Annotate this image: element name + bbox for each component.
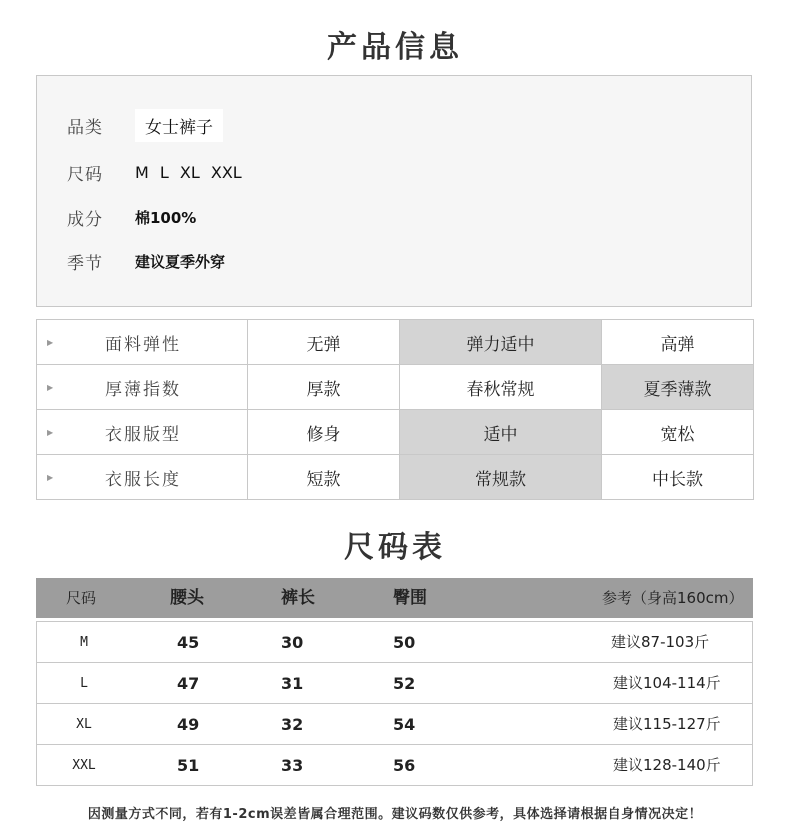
triangle-right-icon: ▶ (47, 338, 54, 347)
attr-row-elasticity (37, 320, 754, 365)
attr-row-fit (37, 410, 754, 455)
reference-cell: 建议87-103斤 (611, 633, 710, 651)
info-label: 成分 (67, 209, 103, 230)
header-length: 裤长 (281, 588, 315, 608)
length-cell: 32 (281, 715, 304, 734)
header-hip: 臀围 (393, 588, 427, 608)
attr-category: ▶ 面料弹性 (37, 320, 248, 365)
size-table-header (36, 578, 753, 618)
info-value: 棉100% (135, 208, 197, 227)
reference-cell: 建议115-127斤 (613, 715, 721, 733)
attr-category: ▶ 衣服长度 (37, 455, 248, 500)
attr-option: 宽松 (602, 410, 754, 455)
info-box (36, 75, 752, 307)
table-row (37, 622, 752, 663)
table-row (37, 704, 752, 745)
size-table-body (36, 621, 753, 786)
header-waist: 腰头 (170, 588, 204, 608)
size-cell: XL (76, 717, 92, 732)
size-cell: L (80, 676, 88, 691)
hip-cell: 52 (393, 674, 416, 693)
attr-option: 高弹 (602, 320, 754, 365)
hip-cell: 56 (393, 756, 416, 775)
table-row (37, 663, 752, 704)
table-row (37, 745, 752, 785)
attr-category: ▶ 厚薄指数 (37, 365, 248, 410)
triangle-right-icon: ▶ (47, 428, 54, 437)
reference-cell: 建议128-140斤 (613, 756, 721, 774)
product-info-title: 产品信息 (327, 30, 463, 65)
attr-row-thickness (37, 365, 754, 410)
info-label: 季节 (67, 253, 103, 274)
reference-cell: 建议104-114斤 (613, 674, 721, 692)
length-cell: 30 (281, 633, 304, 652)
attribute-table (36, 319, 754, 500)
length-cell: 31 (281, 674, 304, 693)
info-row-size (67, 157, 242, 187)
hip-cell: 50 (393, 633, 416, 652)
attr-option: 修身 (248, 410, 400, 455)
triangle-right-icon: ▶ (47, 383, 54, 392)
attr-option-selected: 弹力适中 (400, 320, 602, 365)
waist-cell: 49 (177, 715, 200, 734)
attr-option: 中长款 (602, 455, 754, 500)
waist-cell: 45 (177, 633, 200, 652)
length-cell: 33 (281, 756, 304, 775)
info-label: 品类 (67, 117, 103, 138)
attr-option-selected: 常规款 (400, 455, 602, 500)
attr-row-length (37, 455, 754, 500)
size-cell: XXL (72, 758, 96, 773)
size-cell: M (80, 635, 88, 650)
info-value: 女士裤子 (135, 109, 223, 142)
attr-option: 春秋常规 (400, 365, 602, 410)
waist-cell: 51 (177, 756, 200, 775)
info-value: M L XL XXL (135, 162, 242, 182)
attr-option-selected: 夏季薄款 (602, 365, 754, 410)
info-value: 建议夏季外穿 (135, 252, 226, 271)
triangle-right-icon: ▶ (47, 473, 54, 482)
header-size: 尺码 (66, 589, 97, 607)
info-row-category (67, 110, 223, 140)
attr-option-selected: 适中 (400, 410, 602, 455)
waist-cell: 47 (177, 674, 200, 693)
attr-category: ▶ 衣服版型 (37, 410, 248, 455)
header-reference: 参考（身高160cm） (602, 589, 744, 607)
info-row-material (67, 202, 196, 232)
info-row-season (67, 246, 225, 276)
attr-option: 短款 (248, 455, 400, 500)
info-label: 尺码 (67, 164, 103, 185)
hip-cell: 54 (393, 715, 416, 734)
attr-option: 无弹 (248, 320, 400, 365)
size-chart-title: 尺码表 (344, 530, 446, 565)
measurement-note: 因测量方式不同，若有1-2cm误差皆属合理范围。建议码数仅供参考，具体选择请根据自身情况决定！ (87, 807, 703, 822)
attr-option: 厚款 (248, 365, 400, 410)
